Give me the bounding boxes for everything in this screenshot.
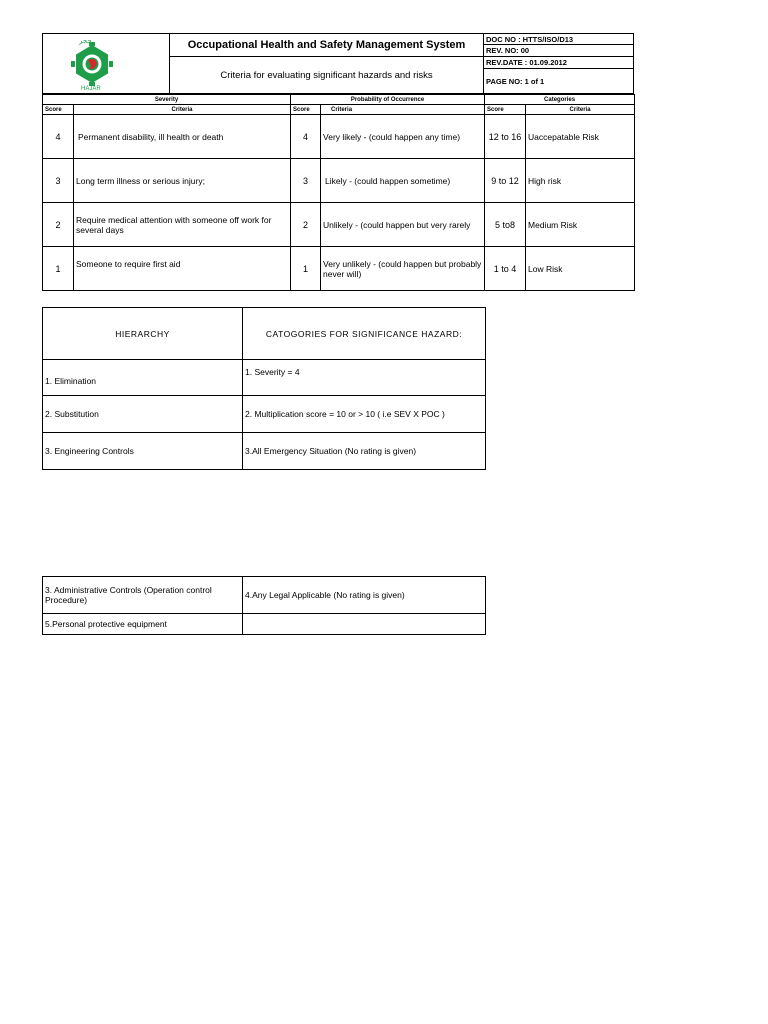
company-logo [43, 34, 170, 93]
category-score: 5 to8 [485, 203, 526, 247]
table-row [43, 247, 635, 291]
severity-group-header: Severity [43, 95, 291, 105]
category-cell: 1. Severity = 4 [243, 360, 486, 396]
category-cell: 4.Any Legal Applicable (No rating is given) [243, 577, 486, 614]
probability-score: 2 [291, 203, 321, 247]
table-row [43, 115, 635, 159]
probability-criteria: Unlikely - (could happen but very rarely [321, 203, 485, 247]
category-criteria: Low Risk [526, 247, 635, 291]
table-row [43, 159, 635, 203]
hierarchy-cell: 3. Engineering Controls [43, 433, 243, 470]
probability-criteria-header: Criteria [321, 105, 485, 115]
document-header [42, 33, 634, 94]
hierarchy-header: HIERARCHY [43, 308, 243, 360]
severity-score: 4 [43, 115, 74, 159]
category-score: 9 to 12 [485, 159, 526, 203]
category-score-header: Score [485, 105, 526, 115]
probability-criteria: Very unlikely - (could happen but probably never will) [321, 247, 485, 291]
category-criteria: Medium Risk [526, 203, 635, 247]
logo-cell [43, 34, 170, 93]
severity-score: 2 [43, 203, 74, 247]
category-cell: 2. Multiplication score = 10 or > 10 ( i.e SEV X POC ) [243, 396, 486, 433]
hierarchy-cell: 1. Elimination [43, 360, 243, 396]
probability-group-header: Probability of Occurrence [291, 95, 485, 105]
hierarchy-table-continued [42, 576, 486, 635]
hierarchy-cell: 3. Administrative Controls (Operation control Procedure) [43, 577, 243, 614]
criteria-table [42, 94, 635, 291]
document-subtitle: Criteria for evaluating significant hazards and risks [170, 57, 484, 93]
table-row [43, 614, 486, 635]
probability-score-header: Score [291, 105, 321, 115]
categories-group-header: Categories [485, 95, 635, 105]
doc-no: DOC NO : HTTS/ISO/D13 [484, 34, 633, 45]
category-criteria: High risk [526, 159, 635, 203]
severity-score: 1 [43, 247, 74, 291]
rev-date: REV.DATE : 01.09.2012 [484, 57, 633, 69]
probability-score: 3 [291, 159, 321, 203]
severity-criteria: Long term illness or serious injury; [74, 159, 291, 203]
logo-text: HAJAR [81, 86, 101, 92]
severity-criteria: Someone to require first aid [74, 247, 291, 291]
document-title: Occupational Health and Safety Management System [170, 34, 484, 57]
svg-text:حجر: حجر [79, 37, 92, 45]
severity-criteria: Require medical attention with someone off work for several days [74, 203, 291, 247]
probability-score: 1 [291, 247, 321, 291]
category-criteria: Uaccepatable Risk [526, 115, 635, 159]
hierarchy-table [42, 307, 486, 470]
probability-criteria: Very likely - (could happen any time) [321, 115, 485, 159]
table-row [43, 577, 486, 614]
category-criteria-header: Criteria [526, 105, 635, 115]
severity-criteria: Permanent disability, ill health or death [74, 115, 291, 159]
table-row [43, 360, 486, 396]
severity-score: 3 [43, 159, 74, 203]
category-cell: 3.All Emergency Situation (No rating is given) [243, 433, 486, 470]
significance-categories-header: CATOGORIES FOR SIGNIFICANCE HAZARD: [243, 308, 486, 360]
hierarchy-cell: 5.Personal protective equipment [43, 614, 243, 635]
hierarchy-cell: 2. Substitution [43, 396, 243, 433]
severity-score-header: Score [43, 105, 74, 115]
page-no: PAGE NO: 1 of 1 [486, 76, 545, 86]
table-row [43, 433, 486, 470]
rev-no: REV. NO: 00 [484, 45, 633, 57]
category-score: 12 to 16 [485, 115, 526, 159]
probability-criteria: Likely - (could happen sometime) [321, 159, 485, 203]
category-score: 1 to 4 [485, 247, 526, 291]
table-row [43, 203, 635, 247]
category-cell [243, 614, 486, 635]
severity-criteria-header: Criteria [74, 105, 291, 115]
probability-score: 4 [291, 115, 321, 159]
table-row [43, 396, 486, 433]
